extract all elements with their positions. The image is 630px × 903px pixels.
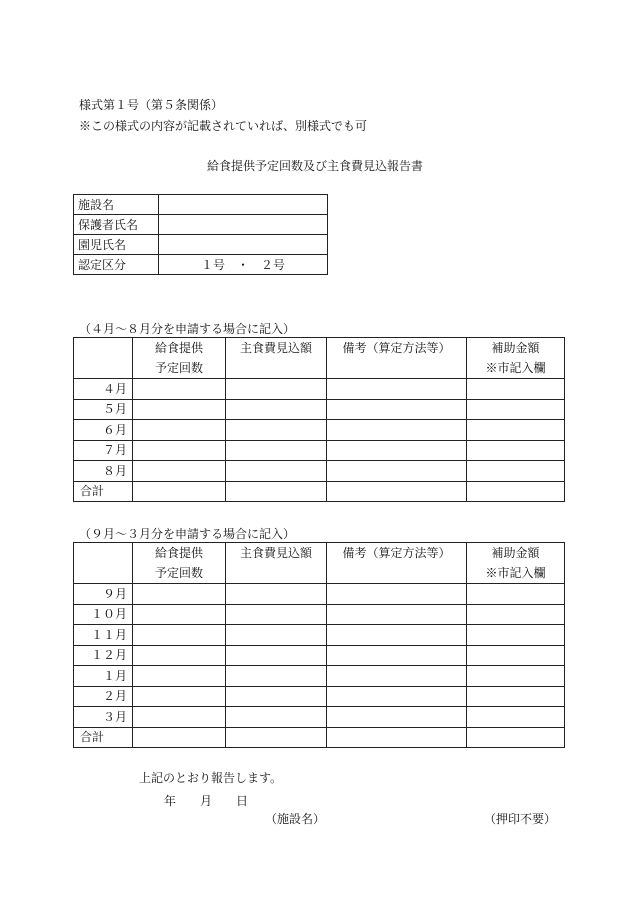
info-row-child bbox=[74, 235, 328, 255]
section-heading: （９月～３月分を申請する場合に記入） bbox=[79, 527, 296, 541]
remarks-cell[interactable] bbox=[327, 461, 467, 482]
subsidy-cell[interactable] bbox=[467, 399, 565, 420]
remarks-cell[interactable] bbox=[327, 440, 467, 461]
food-cost-cell[interactable] bbox=[226, 686, 327, 707]
month-label: １月 bbox=[74, 666, 133, 687]
info-row-category bbox=[74, 255, 328, 275]
meal-count-total-cell[interactable] bbox=[133, 727, 226, 748]
table-row bbox=[74, 440, 565, 461]
subsidy-cell[interactable] bbox=[467, 604, 565, 625]
meal-count-cell[interactable] bbox=[133, 440, 226, 461]
month-label: ７月 bbox=[74, 440, 133, 461]
report-statement: 上記のとおり報告します。 bbox=[139, 771, 283, 785]
table-header-row bbox=[74, 543, 565, 584]
month-label: １２月 bbox=[74, 645, 133, 666]
info-label: 認定区分 bbox=[74, 255, 159, 275]
food-cost-cell[interactable] bbox=[226, 399, 327, 420]
remarks-cell[interactable] bbox=[327, 420, 467, 441]
info-row-guardian bbox=[74, 215, 328, 235]
food-cost-cell[interactable] bbox=[226, 625, 327, 646]
subsidy-cell[interactable] bbox=[467, 645, 565, 666]
info-row-facility bbox=[74, 195, 328, 215]
remarks-total-cell[interactable] bbox=[327, 727, 467, 748]
remarks-cell[interactable] bbox=[327, 686, 467, 707]
header-month-cell bbox=[74, 338, 133, 379]
table-header-row bbox=[74, 338, 565, 379]
schedule-table-apr-aug bbox=[73, 337, 565, 502]
subsidy-cell[interactable] bbox=[467, 379, 565, 400]
guardian-name-field[interactable] bbox=[159, 215, 328, 235]
subsidy-cell[interactable] bbox=[467, 625, 565, 646]
meal-count-cell[interactable] bbox=[133, 461, 226, 482]
food-cost-total-cell[interactable] bbox=[226, 481, 327, 502]
table-row bbox=[74, 399, 565, 420]
month-label: ６月 bbox=[74, 420, 133, 441]
no-seal-note: （押印不要） bbox=[484, 812, 557, 826]
table-row bbox=[74, 666, 565, 687]
facility-name-label: （施設名） bbox=[265, 812, 326, 826]
total-label: 合計 bbox=[74, 481, 133, 502]
remarks-cell[interactable] bbox=[327, 379, 467, 400]
remarks-cell[interactable] bbox=[327, 604, 467, 625]
food-cost-cell[interactable] bbox=[226, 707, 327, 728]
alternate-form-note: ※この様式の内容が記載されていれば、別様式でも可 bbox=[79, 119, 368, 133]
table-row bbox=[74, 645, 565, 666]
meal-count-cell[interactable] bbox=[133, 686, 226, 707]
table-row bbox=[74, 686, 565, 707]
meal-count-cell[interactable] bbox=[133, 604, 226, 625]
total-row bbox=[74, 727, 565, 748]
subsidy-total-cell[interactable] bbox=[467, 727, 565, 748]
subsidy-cell[interactable] bbox=[467, 584, 565, 605]
table-row bbox=[74, 379, 565, 400]
table-row bbox=[74, 625, 565, 646]
meal-count-cell[interactable] bbox=[133, 707, 226, 728]
header-food-cost: 主食費見込額 bbox=[226, 338, 327, 379]
meal-count-cell[interactable] bbox=[133, 625, 226, 646]
info-table bbox=[73, 194, 328, 275]
meal-count-cell[interactable] bbox=[133, 666, 226, 687]
header-subsidy: 補助金額 ※市記入欄 bbox=[467, 338, 565, 379]
table-row bbox=[74, 707, 565, 728]
table-row bbox=[74, 461, 565, 482]
header-remarks: 備考（算定方法等） bbox=[327, 338, 467, 379]
remarks-cell[interactable] bbox=[327, 645, 467, 666]
food-cost-cell[interactable] bbox=[226, 645, 327, 666]
subsidy-total-cell[interactable] bbox=[467, 481, 565, 502]
meal-count-cell[interactable] bbox=[133, 399, 226, 420]
remarks-cell[interactable] bbox=[327, 399, 467, 420]
month-label: ５月 bbox=[74, 399, 133, 420]
header-meal-count: 給食提供 予定回数 bbox=[133, 543, 226, 584]
food-cost-cell[interactable] bbox=[226, 420, 327, 441]
food-cost-cell[interactable] bbox=[226, 604, 327, 625]
remarks-total-cell[interactable] bbox=[327, 481, 467, 502]
remarks-cell[interactable] bbox=[327, 625, 467, 646]
subsidy-cell[interactable] bbox=[467, 440, 565, 461]
meal-count-total-cell[interactable] bbox=[133, 481, 226, 502]
schedule-table-sep-mar bbox=[73, 542, 565, 748]
table-row bbox=[74, 420, 565, 441]
month-label: ８月 bbox=[74, 461, 133, 482]
header-food-cost: 主食費見込額 bbox=[226, 543, 327, 584]
subsidy-cell[interactable] bbox=[467, 666, 565, 687]
child-name-field[interactable] bbox=[159, 235, 328, 255]
remarks-cell[interactable] bbox=[327, 707, 467, 728]
subsidy-cell[interactable] bbox=[467, 707, 565, 728]
food-cost-total-cell[interactable] bbox=[226, 727, 327, 748]
info-label: 保護者氏名 bbox=[74, 215, 159, 235]
meal-count-cell[interactable] bbox=[133, 379, 226, 400]
food-cost-cell[interactable] bbox=[226, 461, 327, 482]
header-subsidy: 補助金額 ※市記入欄 bbox=[467, 543, 565, 584]
total-label: 合計 bbox=[74, 727, 133, 748]
subsidy-cell[interactable] bbox=[467, 461, 565, 482]
form-number: 様式第１号（第５条関係） bbox=[79, 98, 224, 112]
month-label: ２月 bbox=[74, 686, 133, 707]
section-heading: （４月～８月分を申請する場合に記入） bbox=[79, 322, 296, 336]
remarks-cell[interactable] bbox=[327, 666, 467, 687]
document-title: 給食提供予定回数及び主食費見込報告書 bbox=[206, 159, 423, 173]
header-month-cell bbox=[74, 543, 133, 584]
meal-count-cell[interactable] bbox=[133, 645, 226, 666]
month-label: １１月 bbox=[74, 625, 133, 646]
month-label: １０月 bbox=[74, 604, 133, 625]
remarks-cell[interactable] bbox=[327, 584, 467, 605]
header-meal-count: 給食提供 予定回数 bbox=[133, 338, 226, 379]
month-label: ４月 bbox=[74, 379, 133, 400]
table-row bbox=[74, 604, 565, 625]
food-cost-cell[interactable] bbox=[226, 584, 327, 605]
food-cost-cell[interactable] bbox=[226, 666, 327, 687]
food-cost-cell[interactable] bbox=[226, 440, 327, 461]
food-cost-cell[interactable] bbox=[226, 379, 327, 400]
info-label: 施設名 bbox=[74, 195, 159, 215]
certification-category-field[interactable]: １号 ・ ２号 bbox=[159, 255, 328, 275]
total-row bbox=[74, 481, 565, 502]
table-row bbox=[74, 584, 565, 605]
month-label: ９月 bbox=[74, 584, 133, 605]
info-label: 園児氏名 bbox=[74, 235, 159, 255]
meal-count-cell[interactable] bbox=[133, 420, 226, 441]
header-remarks: 備考（算定方法等） bbox=[327, 543, 467, 584]
subsidy-cell[interactable] bbox=[467, 420, 565, 441]
date-line: 年 月 日 bbox=[164, 794, 249, 808]
month-label: ３月 bbox=[74, 707, 133, 728]
meal-count-cell[interactable] bbox=[133, 584, 226, 605]
subsidy-cell[interactable] bbox=[467, 686, 565, 707]
facility-name-field[interactable] bbox=[159, 195, 328, 215]
